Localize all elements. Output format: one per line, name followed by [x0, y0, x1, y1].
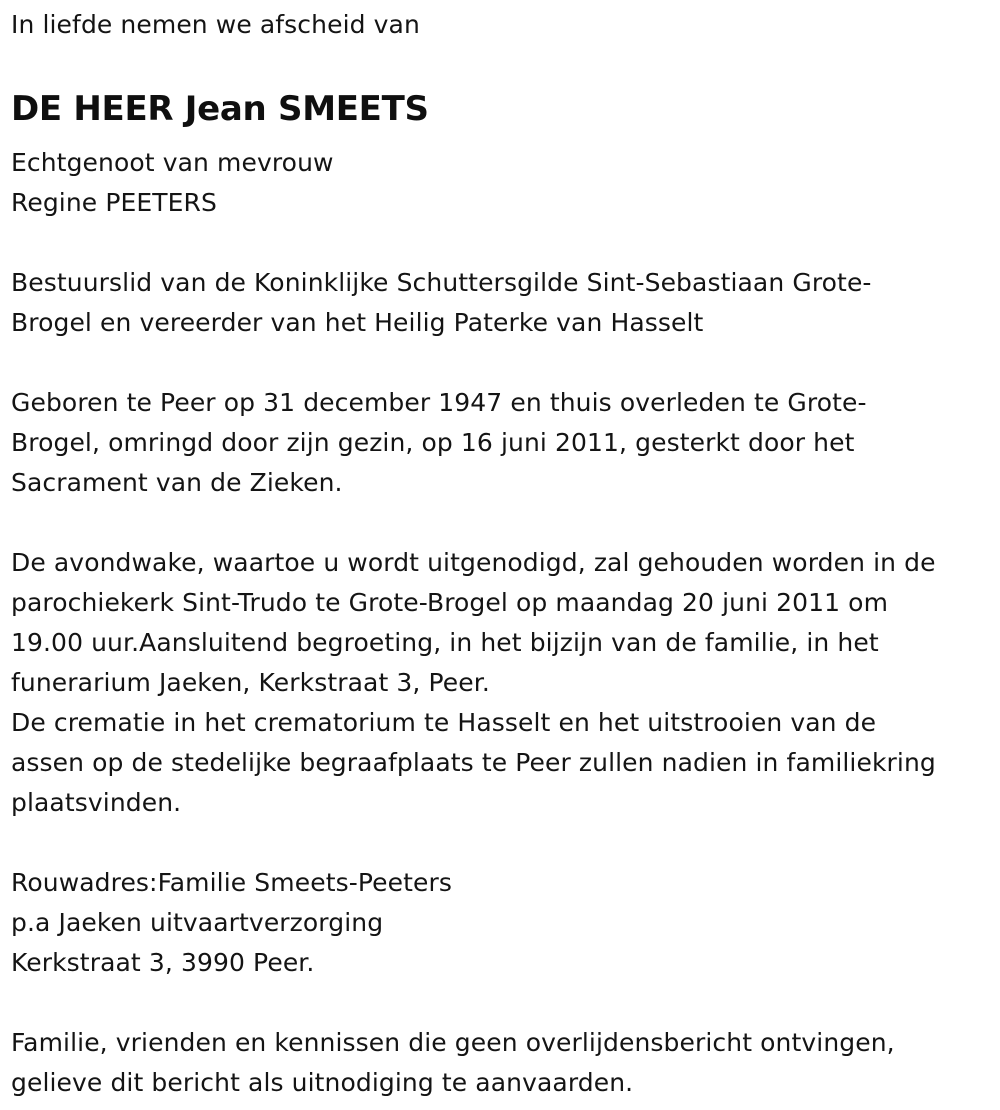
ceremony-line: De crematie in het crematorium te Hasselt en het uitstrooien van de: [11, 708, 877, 737]
birth-death-line: Geboren te Peer op 31 december 1947 en thuis overleden te Grote-: [11, 388, 867, 417]
address-line: Rouwadres:Familie Smeets-Peeters: [11, 868, 452, 897]
birth-death-line: Brogel, omringd door zijn gezin, op 16 juni 2011, gesterkt door het: [11, 428, 855, 457]
ceremony-line: 19.00 uur.Aansluitend begroeting, in het bijzijn van de familie, in het: [11, 628, 879, 657]
ceremony-line: funerarium Jaeken, Kerkstraat 3, Peer.: [11, 668, 490, 697]
paragraph-gap: [11, 823, 991, 863]
closing-paragraph: [11, 1023, 991, 1103]
paragraph-gap: [11, 503, 991, 543]
membership-line: Bestuurslid van de Koninklijke Schuttersgilde Sint-Sebastiaan Grote-: [11, 268, 872, 297]
address-line: p.a Jaeken uitvaartverzorging: [11, 908, 384, 937]
address-line: Kerkstraat 3, 3990 Peer.: [11, 948, 315, 977]
closing-line: Familie, vrienden en kennissen die geen overlijdensbericht ontvingen,: [11, 1028, 895, 1057]
spouse-block: [11, 143, 991, 223]
birth-death-line: Sacrament van de Zieken.: [11, 468, 343, 497]
membership-line: Brogel en vereerder van het Heilig Paterke van Hasselt: [11, 308, 704, 337]
paragraph-gap: [11, 223, 991, 263]
spouse-name-line: Regine PEETERS: [11, 188, 217, 217]
ceremony-line: De avondwake, waartoe u wordt uitgenodigd, zal gehouden worden in de: [11, 548, 936, 577]
deceased-name: DE HEER Jean SMEETS: [11, 89, 429, 129]
birth-death-paragraph: [11, 383, 991, 503]
death-notice: [11, 0, 991, 1103]
intro-line: In liefde nemen we afscheid van: [11, 10, 420, 39]
closing-line: gelieve dit bericht als uitnodiging te aanvaarden.: [11, 1068, 634, 1097]
ceremony-paragraph: [11, 543, 991, 823]
paragraph-gap: [11, 983, 991, 1023]
address-block: [11, 863, 991, 983]
membership-paragraph: [11, 263, 991, 343]
paragraph-gap: [11, 343, 991, 383]
spouse-line: Echtgenoot van mevrouw: [11, 148, 334, 177]
ceremony-line: parochiekerk Sint-Trudo te Grote-Brogel op maandag 20 juni 2011 om: [11, 588, 889, 617]
ceremony-line: assen op de stedelijke begraafplaats te Peer zullen nadien in familiekring: [11, 748, 936, 777]
ceremony-line: plaatsvinden.: [11, 788, 182, 817]
